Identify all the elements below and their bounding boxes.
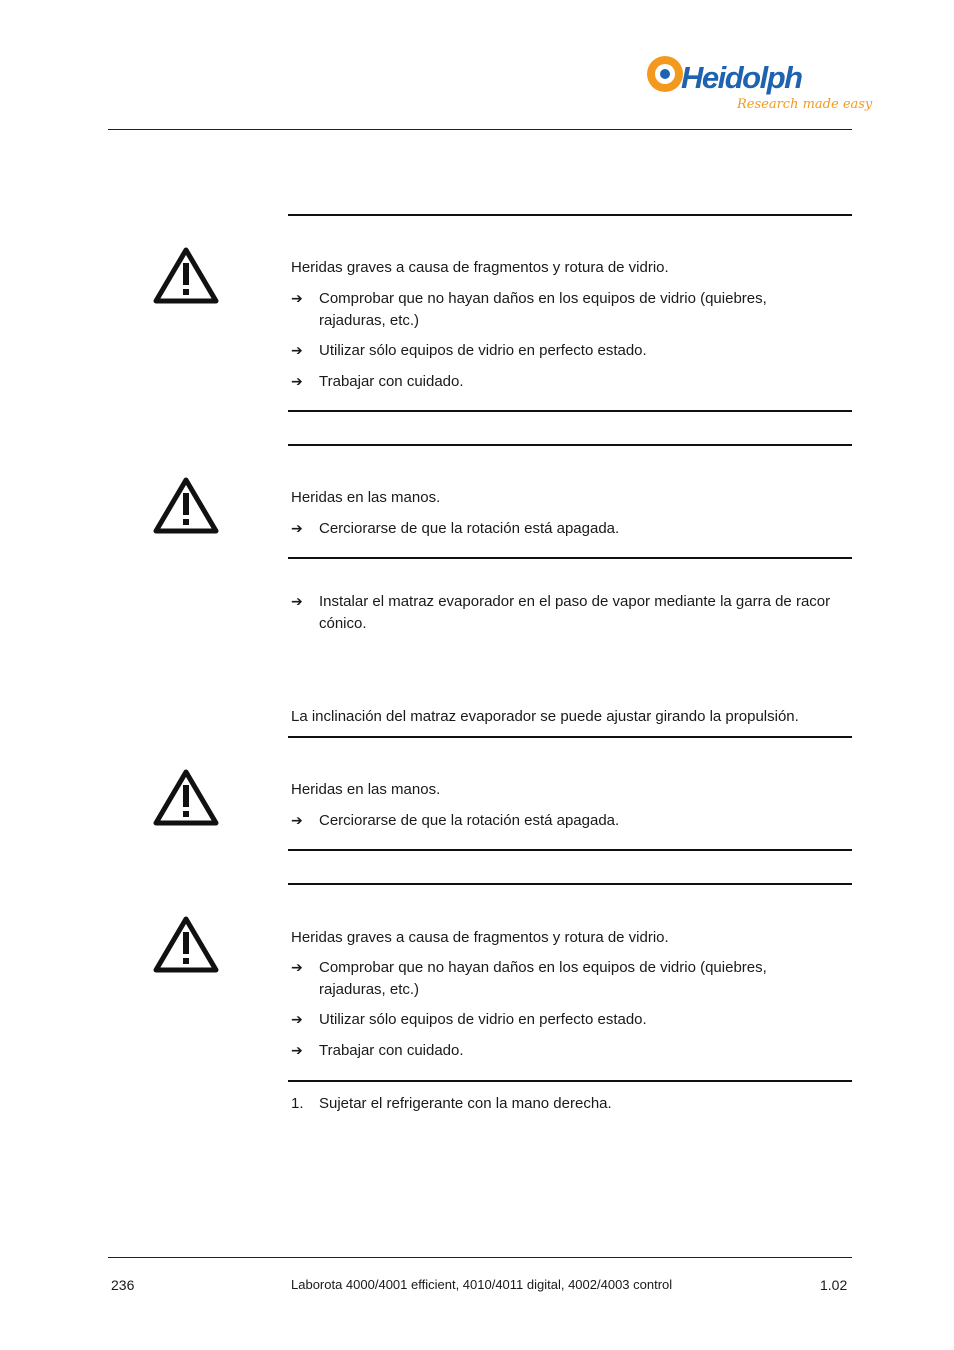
arrow-icon: ➔ [291,520,303,536]
warning-2-top-rule [288,444,852,446]
warning-4-item-2: ➔ Utilizar sólo equipos de vidrio en perfecto estado. [291,1009,851,1031]
numbered-step-1: 1. Sujetar el refrigerante con la mano derecha. [291,1093,851,1115]
warning-triangle-icon [153,915,219,973]
warning-triangle-icon [153,768,219,826]
warning-1-item-3: ➔ Trabajar con cuidado. [291,371,851,393]
warning-1-top-rule [288,214,852,216]
heidolph-logo-graphic [645,52,873,114]
arrow-icon: ➔ [291,1011,303,1027]
footer-doc-title: Laborota 4000/4001 efficient, 4010/4011 digital, 4002/4003 control [291,1277,673,1292]
step-number: 1. [291,1095,304,1112]
logo-wordmark: Heidolph [681,60,802,95]
footer-version: 1.02 [820,1277,848,1293]
logo-tagline: Research made easy [737,97,873,112]
arrow-icon: ➔ [291,812,303,828]
warning-1-item-1: ➔ Comprobar que no hayan daños en los equipos de vidrio (quiebres, rajaduras, etc.) [291,290,767,329]
header-rule [108,129,852,130]
inclination-text: La inclinación del matraz evaporador se puede ajustar girando la propulsión. [291,708,799,725]
warning-3-item-1: ➔ Cerciorarse de que la rotación está apagada. [291,810,851,832]
warning-4-top-rule [288,883,852,885]
warning-4-bottom-rule [288,1080,852,1082]
warning-4-lead: Heridas graves a causa de fragmentos y rotura de vidrio. [291,929,669,946]
warning-3-top-rule [288,736,852,738]
arrow-icon: ➔ [291,290,303,306]
arrow-icon: ➔ [291,593,303,609]
warning-1-item-2: ➔ Utilizar sólo equipos de vidrio en perfecto estado. [291,340,851,362]
warning-3-bottom-rule [288,849,852,851]
warning-3-lead: Heridas en las manos. [291,781,441,798]
warning-2-item-1: ➔ Cerciorarse de que la rotación está apagada. [291,518,851,540]
warning-2-bottom-rule [288,557,852,559]
arrow-icon: ➔ [291,373,303,389]
arrow-icon: ➔ [291,959,303,975]
warning-1-bottom-rule [288,410,852,412]
footer-rule [108,1257,852,1258]
page-number: 236 [111,1277,135,1293]
heidolph-logo [645,52,873,114]
install-step: ➔ Instalar el matraz evaporador en el paso de vapor mediante la garra de racor cónico. [291,593,831,632]
arrow-icon: ➔ [291,342,303,358]
warning-4-item-1: ➔ Comprobar que no hayan daños en los equipos de vidrio (quiebres, rajaduras, etc.) [291,959,767,998]
warning-triangle-icon [153,476,219,534]
warning-2-lead: Heridas en las manos. [291,489,441,506]
arrow-icon: ➔ [291,1042,303,1058]
warning-4-item-3: ➔ Trabajar con cuidado. [291,1040,851,1062]
warning-1-lead: Heridas graves a causa de fragmentos y rotura de vidrio. [291,259,669,276]
warning-triangle-icon [153,246,219,304]
